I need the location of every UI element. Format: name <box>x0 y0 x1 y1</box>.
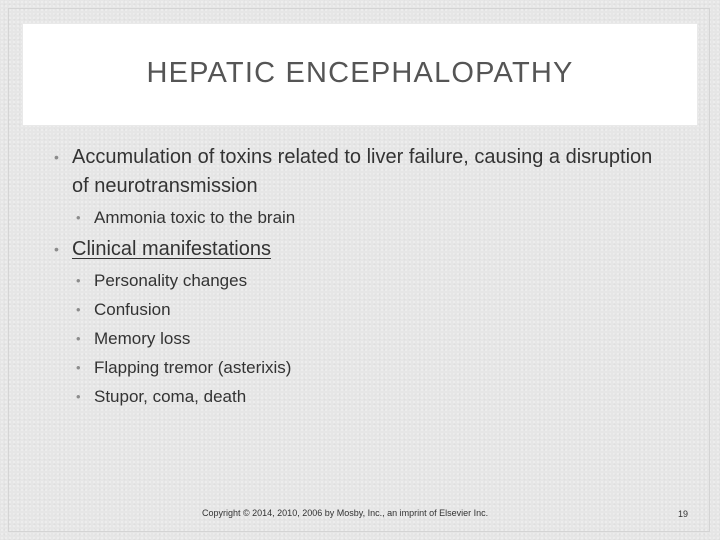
sub-bullet-text: Confusion <box>94 300 171 319</box>
title-box <box>23 24 697 125</box>
sub-bullet-item <box>54 295 674 324</box>
bullet-dot: • <box>54 149 59 165</box>
bullet-item <box>54 143 672 201</box>
bullet-text: Clinical manifestations <box>72 238 271 260</box>
slide-title: HEPATIC ENCEPHALOPATHY <box>146 57 574 89</box>
sub-bullet-dot: • <box>76 302 81 317</box>
page-number: 19 <box>678 509 689 519</box>
sub-bullet-item <box>54 203 674 232</box>
bullet-item <box>54 235 674 264</box>
sub-bullet-dot: • <box>76 389 81 404</box>
bullet-text: Accumulation of toxins related to liver failure, causing a disruption of neurotransmission <box>72 146 653 197</box>
sub-bullet-text: Personality changes <box>94 271 248 290</box>
sub-bullet-item <box>54 324 674 353</box>
sub-bullet-dot: • <box>76 331 81 346</box>
sub-bullet-item <box>54 266 674 295</box>
sub-bullet-text: Ammonia toxic to the brain <box>94 208 296 227</box>
sub-bullet-dot: • <box>76 273 81 288</box>
sub-bullet-text: Flapping tremor (asterixis) <box>94 358 292 377</box>
sub-bullet-text: Memory loss <box>94 329 191 348</box>
slide-content <box>54 143 674 411</box>
sub-bullet-dot: • <box>76 210 81 225</box>
bullet-dot: • <box>54 241 59 257</box>
sub-bullet-item <box>54 353 674 382</box>
sub-bullet-dot: • <box>76 360 81 375</box>
sub-bullet-text: Stupor, coma, death <box>94 387 247 406</box>
copyright-footer: Copyright © 2014, 2010, 2006 by Mosby, Inc., an imprint of Elsevier Inc. <box>202 508 489 518</box>
sub-bullet-item <box>54 382 674 411</box>
